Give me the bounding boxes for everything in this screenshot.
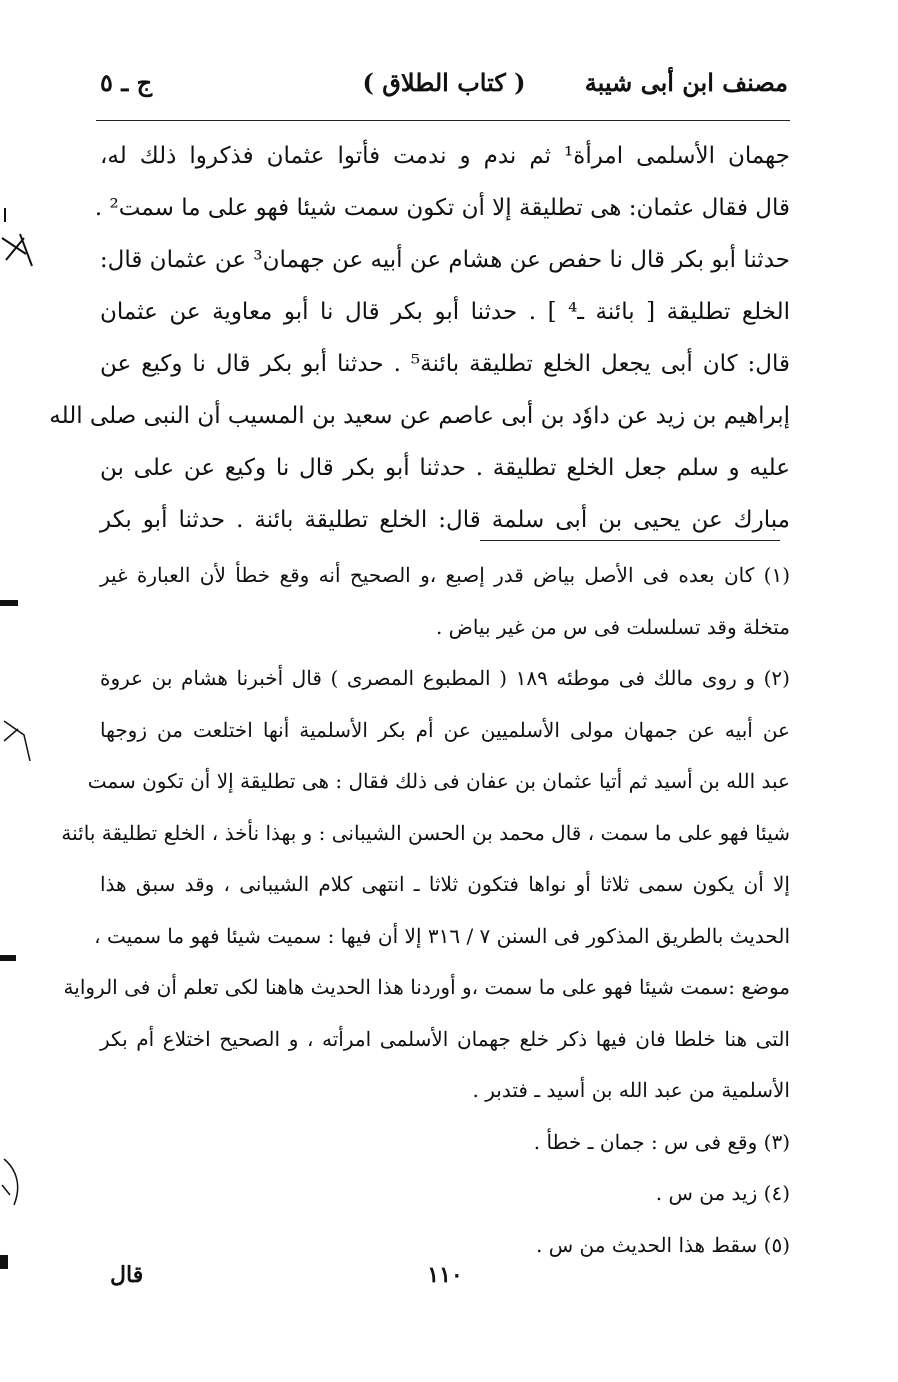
footnote-line: إلا أن يكون سمى ثلاثا أو نواها فتكون ثلاثا ـ انتهى كلام الشيبانى ، وقد سبق هذا bbox=[100, 872, 790, 896]
text-line: الخلع تطليقة [ بائنة ـ⁴ ] . حدثنا أبو بكر قال نا أبو معاوية عن عثمان bbox=[100, 299, 790, 325]
text-line: حدثنا أبو بكر قال نا حفص عن هشام عن أبيه عن جهمان³ عن عثمان قال: bbox=[99, 247, 790, 273]
text-line: قال فقال عثمان: هى تطليقة إلا أن تكون سمت شيئا فهو على ما سمت² . bbox=[94, 195, 790, 221]
page-header bbox=[100, 68, 788, 108]
margin-ink-mark bbox=[0, 600, 18, 606]
text-line: مبارك عن يحيى بن أبى سلمة قال: الخلع تطليقة بائنة . حدثنا أبو بكر bbox=[100, 507, 791, 533]
header-divider bbox=[96, 120, 790, 121]
footnote-line: موضع :سمت شيئا فهو على ما سمت ،و أوردنا هذا الحديث هاهنا لكى تعلم أن فى الرواية bbox=[63, 975, 790, 999]
footnote-line: (٥) سقط هذا الحديث من س . bbox=[536, 1232, 790, 1257]
margin-scribble-mark bbox=[0, 715, 40, 765]
footnotes bbox=[61, 550, 790, 1271]
catchword: قال bbox=[110, 1262, 144, 1288]
margin-ink-mark bbox=[0, 955, 16, 961]
text-line: قال: كان أبى يجعل الخلع تطليقة بائنة⁵ . حدثنا أبو بكر قال نا وكيع عن bbox=[100, 351, 791, 377]
section-title: ( كتاب الطلاق ) bbox=[362, 68, 526, 97]
footnote-line: عن أبيه عن جمهان مولى الأسلميين عن أم بكر الأسلمية أنها اختلعت من زوجها bbox=[100, 717, 790, 742]
footnote-line: (١) كان بعده فى الأصل بياض قدر إصبع ،و الصحيح أنه وقع خطأ لأن العبارة غير bbox=[100, 563, 790, 587]
footnote-line: عبد الله بن أسيد ثم أتيا عثمان بن عفان فى ذلك فقال : هى تطليقة إلا أن تكون سمت bbox=[87, 769, 790, 793]
footnote-line: الحديث بالطريق المذكور فى السنن ٧ / ٣١٦ إلا أن فيها : سميت شيئا فهو ما سميت ، bbox=[94, 923, 790, 948]
main-text bbox=[49, 130, 791, 546]
footnote-divider bbox=[480, 540, 780, 541]
footnote-line: شيئا فهو على ما سمت ، قال محمد بن الحسن الشيبانى : و بهذا نأخذ ، الخلع تطليقة بائنة bbox=[61, 820, 790, 845]
text-line: جهمان الأسلمى امرأة¹ ثم ندم و ندمت فأتوا عثمان فذكروا ذلك له، bbox=[100, 143, 790, 169]
margin-ink-mark bbox=[0, 1255, 8, 1269]
footnote-line: متخلة وقد تسلسلت فى س من غير بياض . bbox=[435, 614, 790, 639]
footnote-line: التى هنا خلطا فان فيها ذكر خلع جهمان الأسلمى امرأته ، و الصحيح اختلاع أم بكر bbox=[100, 1026, 790, 1051]
text-line: إبراهيم بن زيد عن داوٗد بن أبى عاصم عن سعيد بن المسيب أن النبى صلى الله bbox=[49, 403, 790, 429]
margin-scribble-mark bbox=[0, 1155, 40, 1215]
footnote-line: (٤) زيد من س . bbox=[655, 1181, 790, 1205]
page-number: ١١٠ bbox=[427, 1262, 463, 1288]
volume-label: ج ـ ٥ bbox=[100, 68, 153, 97]
margin-ink-mark bbox=[4, 208, 6, 222]
footnote-line: الأسلمية من عبد الله بن أسيد ـ فتدبر . bbox=[472, 1078, 790, 1102]
text-line: عليه و سلم جعل الخلع تطليقة . حدثنا أبو بكر قال نا وكيع عن على بن bbox=[100, 455, 790, 481]
page-footer bbox=[100, 1262, 790, 1302]
footnote-line: (٣) وقع فى س : جمان ـ خطأ . bbox=[533, 1129, 790, 1154]
footnote-line: (٢) و روى مالك فى موطئه ١٨٩ ( المطبوع المصرى ) قال أخبرنا هشام بن عروة bbox=[100, 666, 790, 690]
margin-scribble-mark bbox=[0, 230, 40, 270]
book-title: مصنف ابن أبى شيبة bbox=[584, 68, 788, 97]
